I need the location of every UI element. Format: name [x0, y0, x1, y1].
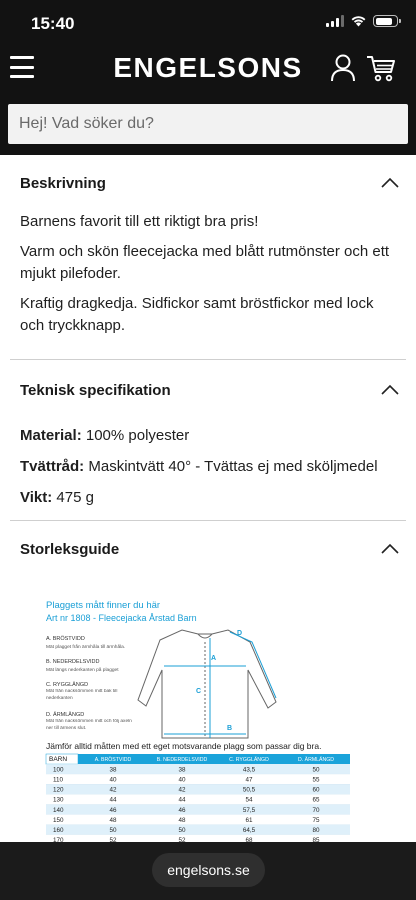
search-bar — [8, 104, 408, 144]
size-guide-section — [10, 521, 406, 577]
spec-label: Vikt: — [20, 489, 53, 506]
status-icons — [326, 15, 398, 27]
table-cell: 110 — [53, 776, 64, 784]
status-time: 15:40 — [31, 14, 75, 33]
user-icon[interactable] — [330, 54, 356, 82]
table-header-cell: D. ÄRMLÄNGD — [297, 757, 335, 764]
size-chart-subheading: Art nr 1808 - Fleecejacka Årstad Barn — [46, 613, 197, 623]
table-cell: 61 — [245, 816, 253, 824]
table-cell: 68 — [245, 837, 253, 842]
status-bar — [0, 0, 416, 48]
table-cell: 150 — [53, 816, 64, 824]
measure-text: Mät längs nederkanten på plagget — [46, 668, 119, 673]
measure-title: C. RYGGLÄNGD — [46, 682, 89, 688]
table-row — [46, 794, 350, 804]
size-table — [46, 754, 350, 842]
table-cell: 38 — [109, 766, 117, 774]
spec-row-weight — [10, 487, 406, 509]
spec-value: 475 g — [56, 489, 94, 506]
size-chart-heading: Plaggets mått finner du här — [46, 600, 161, 611]
table-cell: 50 — [178, 827, 186, 834]
table-cell: 75 — [312, 816, 320, 824]
table-cell: 50 — [312, 766, 320, 774]
battery-icon — [373, 15, 398, 27]
url-bar[interactable]: engelsons.se — [152, 853, 265, 887]
table-cell: 42 — [109, 786, 117, 794]
table-cell: 100 — [53, 766, 64, 774]
spec-label: Material: — [20, 427, 82, 444]
table-cell: 54 — [245, 796, 253, 804]
measure-letter: B — [227, 725, 233, 732]
spec-row-care — [10, 456, 406, 478]
table-row — [46, 774, 350, 784]
battery-level — [376, 18, 392, 25]
description-body — [10, 211, 406, 359]
table-cell: 46 — [109, 806, 117, 814]
table-row — [46, 825, 350, 835]
tech-spec-title: Teknisk specifikation — [20, 381, 171, 399]
chevron-up-icon — [380, 177, 400, 189]
hamburger-icon[interactable] — [10, 56, 34, 78]
table-cell: 48 — [109, 816, 117, 824]
table-cell: 48 — [178, 816, 186, 824]
measure-text: Mät plagget från ärmhåla till ärmhåla. — [46, 645, 126, 650]
search-input[interactable] — [8, 104, 408, 144]
table-row — [46, 784, 350, 794]
description-header[interactable] — [10, 155, 406, 211]
table-cell: 44 — [178, 796, 186, 804]
table-cell: 47 — [245, 776, 253, 784]
measure-title: A. BRÖSTVIDD — [46, 636, 85, 642]
table-cell: 160 — [53, 827, 64, 834]
table-header-cell: C. RYGGLÄNGD — [229, 757, 269, 764]
tech-spec-body — [10, 420, 406, 520]
table-cell: 52 — [178, 837, 186, 842]
compare-note: Jämför alltid måtten med ett eget motsvarande plagg som passar dig bra. — [46, 741, 322, 751]
measure-letter: C — [196, 688, 202, 695]
chevron-up-icon — [380, 384, 400, 396]
table-cell: 70 — [312, 806, 320, 814]
description-section — [10, 155, 406, 359]
table-cell: 64,5 — [242, 827, 256, 834]
spec-value: Maskintvätt 40° - Tvättas ej med sköljmedel — [88, 458, 378, 475]
browser-bottom-bar — [0, 842, 416, 900]
table-row — [46, 815, 350, 825]
table-cell: 40 — [178, 776, 186, 784]
site-header — [0, 48, 416, 92]
table-cell: 57,5 — [242, 806, 256, 814]
table-header-cell: BARN — [49, 756, 68, 764]
cart-icon[interactable] — [366, 54, 396, 82]
table-header-cell: A. BRÖSTVIDD — [94, 757, 132, 764]
table-cell: 130 — [53, 796, 64, 804]
chevron-up-icon — [380, 543, 400, 555]
size-guide-image — [0, 590, 416, 842]
table-cell: 55 — [312, 776, 320, 784]
measure-letter: D — [237, 630, 243, 637]
size-chart-figure — [0, 590, 416, 842]
table-cell: 50,5 — [242, 786, 256, 794]
table-cell: 40 — [109, 776, 117, 784]
table-row — [46, 835, 350, 842]
site-logo: ENGELSONS — [113, 52, 303, 83]
measure-text-wrap — [46, 689, 138, 711]
measure-title: B. NEDERDELSVIDD — [46, 659, 100, 665]
table-cell: 50 — [109, 827, 117, 834]
size-guide-title: Storleksguide — [20, 540, 120, 558]
tech-spec-header[interactable] — [10, 360, 406, 420]
table-cell: 170 — [53, 837, 64, 842]
table-cell: 44 — [109, 796, 117, 804]
measure-text: Mät från nacksömmen mitt bak till nederkanten — [46, 689, 118, 701]
measure-letter: A — [211, 655, 217, 662]
wifi-icon — [350, 15, 367, 27]
table-cell: 52 — [109, 837, 117, 842]
table-row — [46, 805, 350, 815]
spec-value: 100% polyester — [85, 427, 190, 444]
spec-label: Tvättråd: — [20, 458, 85, 475]
table-cell: 60 — [312, 786, 320, 794]
description-paragraph: Varm och skön fleecejacka med blått rutmönster och ett mjukt pilefoder. — [20, 243, 390, 282]
table-cell: 120 — [53, 786, 64, 794]
description-paragraph: Kraftig dragkedja. Sidfickor samt bröstfickor med lock och tryckknapp. — [20, 295, 374, 334]
top-header-block — [0, 0, 416, 155]
table-row — [46, 764, 350, 774]
spec-row-material — [10, 425, 406, 447]
description-paragraph: Barnens favorit till ett riktigt bra pris! — [20, 213, 259, 230]
table-cell: 43,5 — [242, 766, 256, 774]
measure-text-wrap — [46, 719, 138, 741]
table-cell: 140 — [53, 806, 64, 814]
table-cell: 85 — [312, 837, 320, 842]
measure-text: Mät från nacksömmen mitt och följ axeln ner till ärmens slut. — [46, 719, 132, 731]
jacket-illustration — [138, 630, 276, 738]
table-cell: 46 — [178, 806, 186, 814]
product-details — [0, 155, 416, 842]
signal-icon — [326, 15, 344, 27]
tech-spec-section — [10, 360, 406, 520]
table-cell: 65 — [312, 796, 320, 804]
table-cell: 38 — [178, 766, 186, 774]
table-cell: 42 — [178, 786, 186, 794]
size-guide-header[interactable] — [10, 521, 406, 577]
description-title: Beskrivning — [20, 174, 106, 192]
table-header-cell: B. NEDERDELSVIDD — [156, 757, 208, 764]
measure-title: D. ÄRMLÄNGD — [46, 712, 85, 718]
measure-lines — [164, 632, 276, 738]
table-cell: 80 — [312, 827, 320, 834]
